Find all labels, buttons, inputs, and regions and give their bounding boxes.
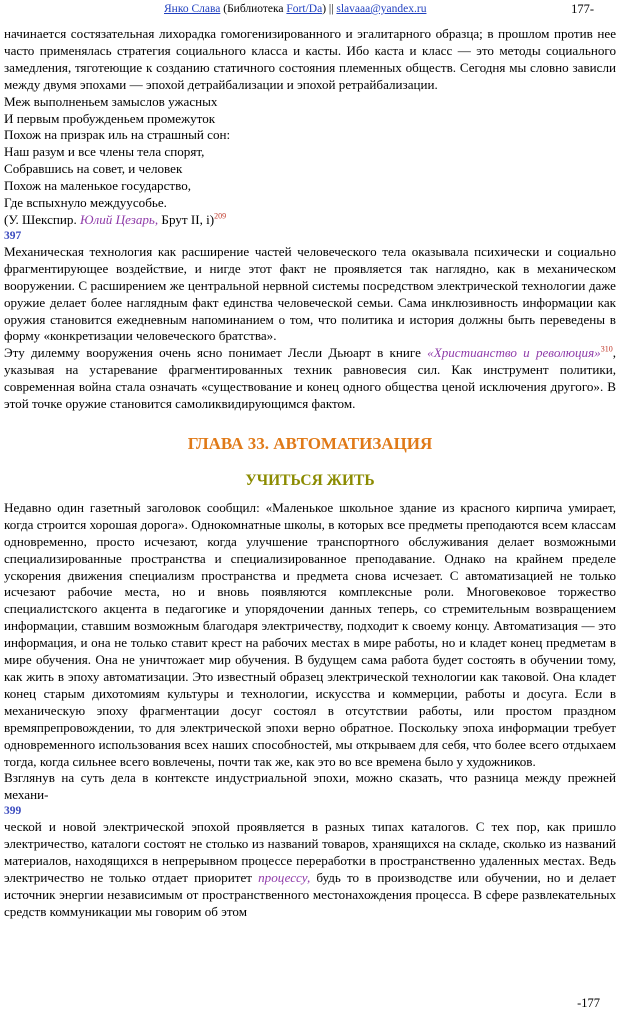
page-marker: 397 <box>4 229 22 242</box>
paragraph-6 <box>4 819 616 920</box>
footnote-ref-209[interactable]: 209 <box>214 211 227 221</box>
verse-line: Меж выполненьем замыслов ужасных <box>4 93 218 109</box>
library-close: ) || <box>322 3 337 15</box>
section-title: УЧИТЬСЯ ЖИТЬ <box>245 471 375 489</box>
citation-prefix: (У. Шекспир. <box>4 211 81 227</box>
footer-page-number: -177 <box>577 996 600 1010</box>
paragraph-3-text: Эту дилемму вооружения очень ясно понимает Лесли Дьюарт в книге <box>4 345 428 361</box>
verse-line: Наш разум и все члены тела спорят, <box>4 144 205 160</box>
paragraph-6-rest: будь то в производстве или обучении, но и делает источник энергии независимым от пространственного местонахождения процесса. В сфере развлекательных средств коммуникации мы говорим об этом <box>4 869 616 919</box>
page-marker: 399 <box>4 805 22 818</box>
paragraph-1: начинается состязательная лихорадка гомогенизированного и эгалитарного образца; в прошлом против нее часто применялась стратегия социального класса и касты. Ибо каста и класс — это методы социального замедления, тяготеющие к созданию статичного состояния племенных обществ. Сегодня мы словно зависли между двумя эпохами — эпохой детрайбализации и эпохой ретрайбализации. <box>4 26 616 92</box>
emphasis: процессу, <box>258 869 311 885</box>
library-open: (Библиотека <box>220 3 287 15</box>
header-line <box>164 2 426 16</box>
verse-block <box>4 94 616 229</box>
email-link[interactable]: slavaaa@yandex.ru <box>336 3 427 15</box>
page-header <box>4 2 616 18</box>
paragraph-5: Взглянув на суть дела в контексте индустриальной эпохи, можно сказать, что разница между прежней механи- <box>4 770 616 803</box>
chapter-title: ГЛАВА 33. АВТОМАТИЗАЦИЯ <box>187 433 433 453</box>
citation-work: Юлий Цезарь, <box>80 211 159 227</box>
paragraph-3-rest: , указывая на устаревание фрагментированных техник равновесия сил. Как инструмент политики, современная война стала означать «существование и конец одного общества ценой исключения другого». В этой точке оружие становится самоликвидирующимся фактом. <box>4 345 616 412</box>
fortda-link[interactable]: Fort/Da <box>286 3 323 15</box>
footnote-ref-310[interactable]: 310 <box>600 344 613 354</box>
header-page-number: 177- <box>571 2 594 16</box>
verse-line: Где вспыхнуло междуусобье. <box>4 195 167 211</box>
verse-line: Похож на призрак иль на страшный сон: <box>4 127 231 143</box>
paragraph-2: Механическая технология как расширение частей человеческого тела оказывала психически и социально фрагментирующее воздействие, и нигде этот факт не проявляется так наглядно, как в механическом вооружении. С расширением же центральной нервной системы посредством электрической технологии даже оружие делает более наглядным факт единства человеческой семьи. Сама инклюзивность информации как оружия становится ежедневным напоминанием о том, что политика и история должны быть переведены в форму «конкретизации человеческого братства». <box>4 243 616 344</box>
book-title: «Христианство и революция» <box>427 345 601 361</box>
verse-line: И первым пробужденьем промежуток <box>4 110 216 126</box>
citation <box>4 212 616 229</box>
page-content <box>4 26 616 921</box>
verse-line: Похож на маленькое государство, <box>4 178 192 194</box>
paragraph-3 <box>4 345 616 413</box>
paragraph-6-text: ческой и новой электрической эпохой проявляется в разных типах каталогов. С тех пор, как пришло электричество, каталоги состоят не столько из названий товаров, хранящихся на складе, сколько из названий материалов, находящихся в непрерывном процессе переработки в пространственно удаленных местах. Ведь электричество не только отдает приоритет <box>4 819 616 885</box>
author-link[interactable]: Янко Слава <box>164 3 221 15</box>
paragraph-4: Недавно один газетный заголовок сообщил: «Маленькое школьное здание из красного кирпича умирает, когда строится хорошая дорога». Однокомнатные школы, в которых все предметы преподаются всем классам одновременно, просто исчезают, когда улучшение транспортного обслуживания делает возможными специализированные пространства и специализированное преподавание. Однако на крайнем пределе ускорения движения специализм пространства и предмета снова исчезает. С автоматизацией не только исчезают рабочие места, но и вновь появляются комплексные роли. Многовековое торжество специалистского акцента в педагогике и упорядочении данных теперь, со стремительным возвращением информации, ставшим возможным благодаря электричеству, подходит к своему концу. Автоматизация — это информация, и она не только ставит крест на рабочих местах в мире работы, но и кладет конец предметам в мире обучения. Она не уничтожает мир обучения. В будущем сама работа будет состоять в обучении тому, как жить в эпоху автоматизации. Это известный образец электрической технологии как таковой. Она кладет конец старым дихотомиям культуры и технологии, искусства и коммерции, работы и досуга. Если в механическую эпоху фрагментации досуг состоял в отсутствии работы, или простом праздном времяпрепровождении, то для электрической эпохи верно обратное. Поскольку эпоха информации требует одновременного использования всех наших способностей, мы открываем для себя, что более всего отдыхаем тогда, когда сильнее всего вовлечены, почти так же, как это во все времена было у художников. <box>4 499 616 769</box>
verse-line: Собравшись на совет, и человек <box>4 161 183 177</box>
citation-suffix: Брут II, i) <box>158 211 215 227</box>
